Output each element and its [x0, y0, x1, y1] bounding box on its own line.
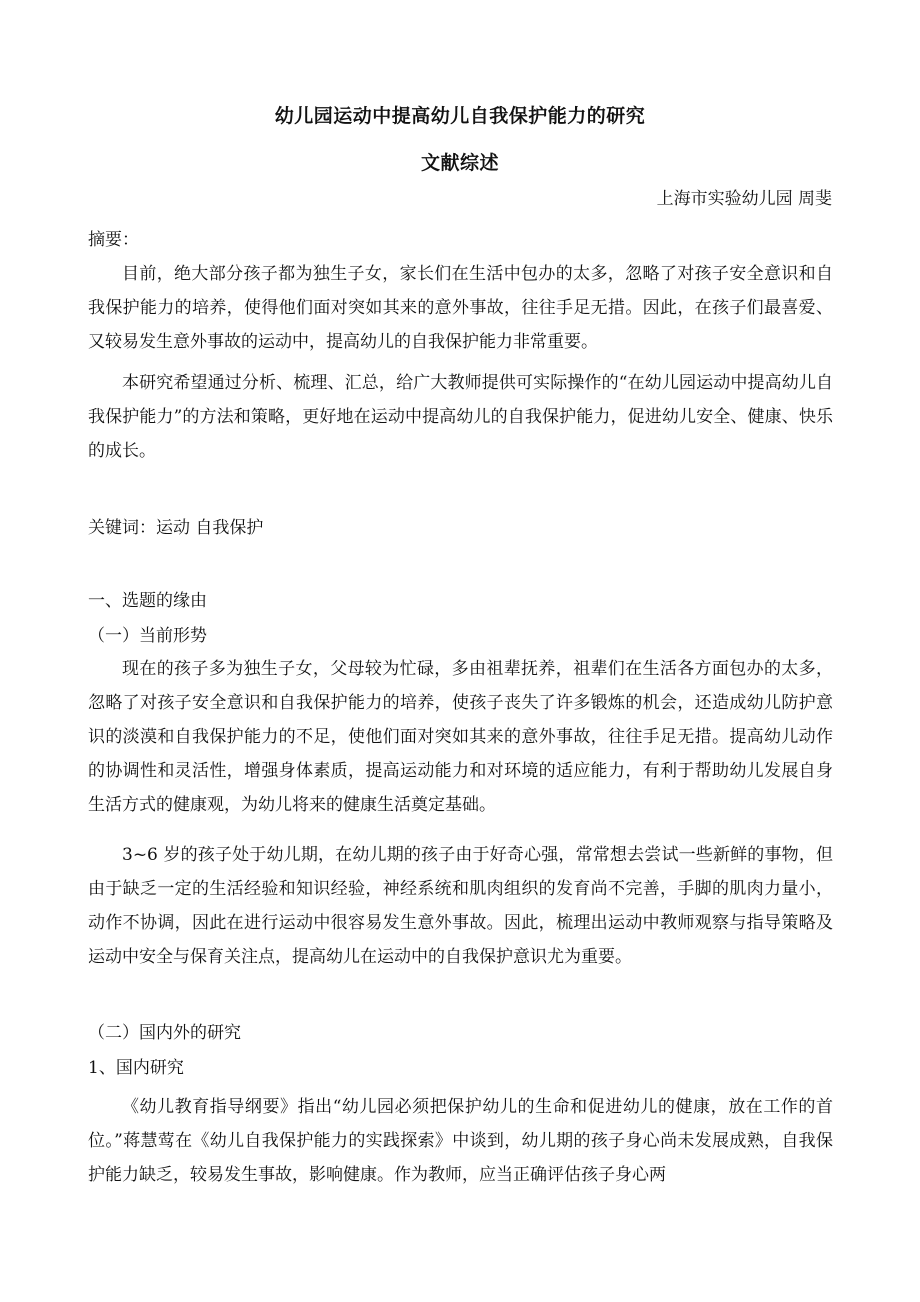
body-paragraph: 《幼儿教育指导纲要》指出“幼儿园必须把保护幼儿的生命和促进幼儿的健康，放在工作的首位。”蒋慧莺在《幼儿自我保护能力的实践探索》中谈到，幼儿期的孩子身心尚未发展成熟，自我保护能力缺乏，较易发生事故，影响健康。作为教师，应当正确评估孩子身心两 — [88, 1097, 833, 1185]
abstract-paragraph: 本研究希望通过分析、梳理、汇总，给广大教师提供可实际操作的“在幼儿园运动中提高幼儿自我保护能力”的方法和策略，更好地在运动中提高幼儿的自我保护能力，促进幼儿安全、健康、快乐的成长。 — [88, 373, 833, 461]
subsection-heading: 1、国内研究 — [88, 1058, 184, 1078]
author-line: 上海市实验幼儿园 周斐 — [656, 189, 832, 209]
body-paragraph: 现在的孩子多为独生子女，父母较为忙碌，多由祖辈抚养，祖辈们在生活各方面包办的太多，忽略了对孩子安全意识和自我保护能力的培养，使孩子丧失了许多锻炼的机会，还造成幼儿防护意识的淡漠和自我保护能力的不足，使他们面对突如其来的意外事故，往往手足无措。提高幼儿动作的协调性和灵活性，增强身体素质，提高运动能力和对环境的适应能力，有利于帮助幼儿发展自身生活方式的健康观，为幼儿将来的健康生活奠定基础。 — [88, 659, 833, 815]
document-title: 幼儿园运动中提高幼儿自我保护能力的研究 — [274, 105, 646, 127]
abstract-paragraph: 目前，绝大部分孩子都为独生子女，家长们在生活中包办的太多，忽略了对孩子安全意识和自我保护能力的培养，使得他们面对突如其来的意外事故，往往手足无措。因此，在孩子们最喜爱、又较易发生意外事故的运动中，提高幼儿的自我保护能力非常重要。 — [88, 264, 833, 352]
subsection-heading: （二）国内外的研究 — [88, 1023, 241, 1043]
abstract-label: 摘要： — [88, 230, 139, 250]
body-paragraph: 3~6 岁的孩子处于幼儿期，在幼儿期的孩子由于好奇心强，常常想去尝试一些新鲜的事物，但由于缺乏一定的生活经验和知识经验，神经系统和肌肉组织的发育尚不完善，手脚的肌肉力量小，动作不协调，因此在进行运动中很容易发生意外事故。因此，梳理出运动中教师观察与指导策略及运动中安全与保育关注点，提高幼儿在运动中的自我保护意识尤为重要。 — [88, 845, 833, 967]
document-subtitle: 文献综述 — [420, 152, 499, 174]
keywords: 关键词：运动 自我保护 — [88, 518, 264, 538]
section-heading: 一、选题的缘由 — [88, 591, 207, 611]
subsection-heading: （一）当前形势 — [88, 626, 207, 646]
